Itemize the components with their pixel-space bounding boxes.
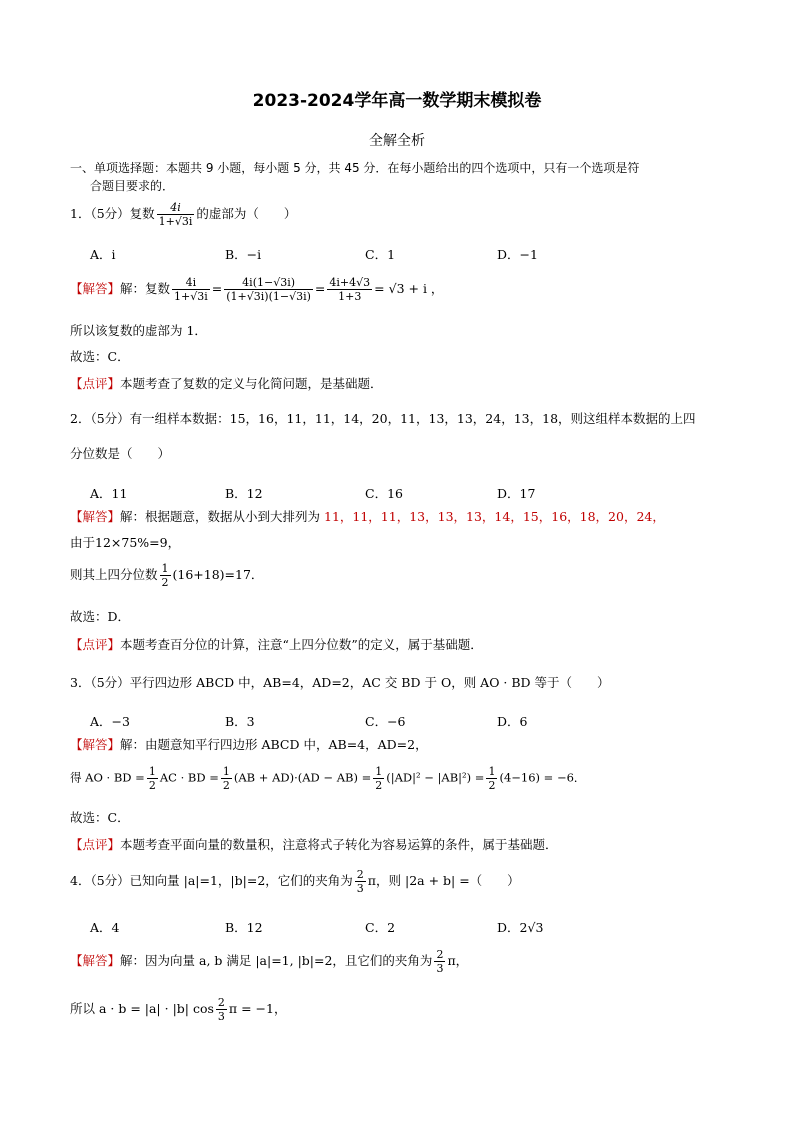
q3-choice: 故选：C．: [70, 810, 130, 825]
q4-stem: 4．（5分）已知向量 |a|=1，|b|=2，它们的夹角为 $\frac{2}{3}$ π，则 |2a + b| =（ ）: [70, 868, 520, 895]
q3-option-c: C．−6: [365, 714, 406, 729]
q2-stem-line2: 分位数是（ ）: [70, 446, 171, 461]
q4-option-b: B．12: [225, 920, 263, 935]
q4-answer-line2: 所以 a · b = |a| · |b| cos $\frac{2}{3}$ π = −1，: [70, 996, 287, 1023]
page-title: 2023-2024学年高一数学期末模拟卷: [252, 91, 542, 111]
q3-review: 【点评】本题考查平面向量的数量积，注意将式子转化为容易运算的条件，属于基础题．: [70, 837, 558, 852]
q1-stem-post: 的虚部为（ ）: [196, 206, 297, 221]
q4-option-d: D．2√3: [497, 920, 544, 935]
page-subtitle: 全解全析: [369, 133, 425, 149]
q2-answer-line3: 则其上四分位数 $\frac{1}{2}$ (16+18)=17．: [70, 562, 264, 589]
q1-choice: 故选：C．: [70, 349, 130, 364]
q2-answer: 【解答】解：根据题意，数据从小到大排列为 11，11，11，13，13，13，14，15，16，18，20，24，: [70, 509, 665, 524]
q1-option-b: B．−i: [225, 247, 262, 262]
q3-answer: 【解答】解：由题意知平行四边形 ABCD 中，AB=4，AD=2，: [70, 737, 428, 752]
q2-answer-line2: 由于12×75%=9，: [70, 535, 181, 550]
q3-option-a: A．−3: [90, 714, 130, 729]
q1-option-c: C．1: [365, 247, 396, 262]
q1-option-d: D．−1: [497, 247, 538, 262]
q4-option-a: A．4: [90, 920, 120, 935]
q2-review: 【点评】本题考查百分位的计算，注意“上四分位数”的定义，属于基础题．: [70, 637, 483, 652]
q2-stem-line1: 2．（5分）有一组样本数据：15，16，11，11，14，20，11，13，13，24，13，18，则这组样本数据的上四: [70, 411, 696, 426]
q3-option-d: D．6: [497, 714, 528, 729]
q1-fraction: $\frac{4i}{1+√3i}$: [158, 201, 193, 228]
q2-choice: 故选：D．: [70, 609, 131, 624]
q4-answer: 【解答】解：因为向量 a, b 满足 |a|=1, |b|=2，且它们的夹角为 $\frac{2}{3}$ π，: [70, 948, 469, 975]
q1-stem-pre: 1．（5分）复数: [70, 206, 155, 221]
q3-stem: 3．（5分）平行四边形 ABCD 中，AB=4，AD=2，AC 交 BD 于 O，则 AO · BD 等于（ ）: [70, 675, 610, 690]
q1-option-a: A．i: [90, 247, 116, 262]
q3-answer-line2: 得 AO · BD = $\frac{1}{2}$ AC · BD = $\frac{1}{2}$ (AB + AD)·(AD − AB) = $\frac{1}{2}$ (|AD|² − |AB|²) = $\frac{1}{2}$ (4−16) = −6．: [70, 765, 586, 792]
review-label: 【点评】: [70, 376, 121, 391]
q1-answer: 【解答】解：复数 $\frac{4i}{1+√3i}$ = $\frac{4i(1-√3i)}{(1+√3i)(1-√3i)}$ = $\frac{4i+4√3}{1+3}$ = √3 + i ，: [70, 276, 444, 303]
answer-label: 【解答】: [70, 281, 121, 296]
q4-option-c: C．2: [365, 920, 396, 935]
section-heading-line1: 一、单项选择题：本题共 9 小题，每小题 5 分，共 45 分．在每小题给出的四个选项中，只有一个选项是符: [70, 161, 640, 175]
q1-review: 【点评】本题考查了复数的定义与化简问题，是基础题．: [70, 376, 383, 391]
q2-option-b: B．12: [225, 486, 263, 501]
q2-option-c: C．16: [365, 486, 403, 501]
q1-answer-line2: 所以该复数的虚部为 1．: [70, 323, 207, 338]
q2-option-d: D．17: [497, 486, 536, 501]
q1-stem: [70, 201, 296, 228]
q3-option-b: B．3: [225, 714, 255, 729]
q2-option-a: A．11: [90, 486, 128, 501]
section-heading-line2: 合题目要求的．: [90, 179, 175, 193]
